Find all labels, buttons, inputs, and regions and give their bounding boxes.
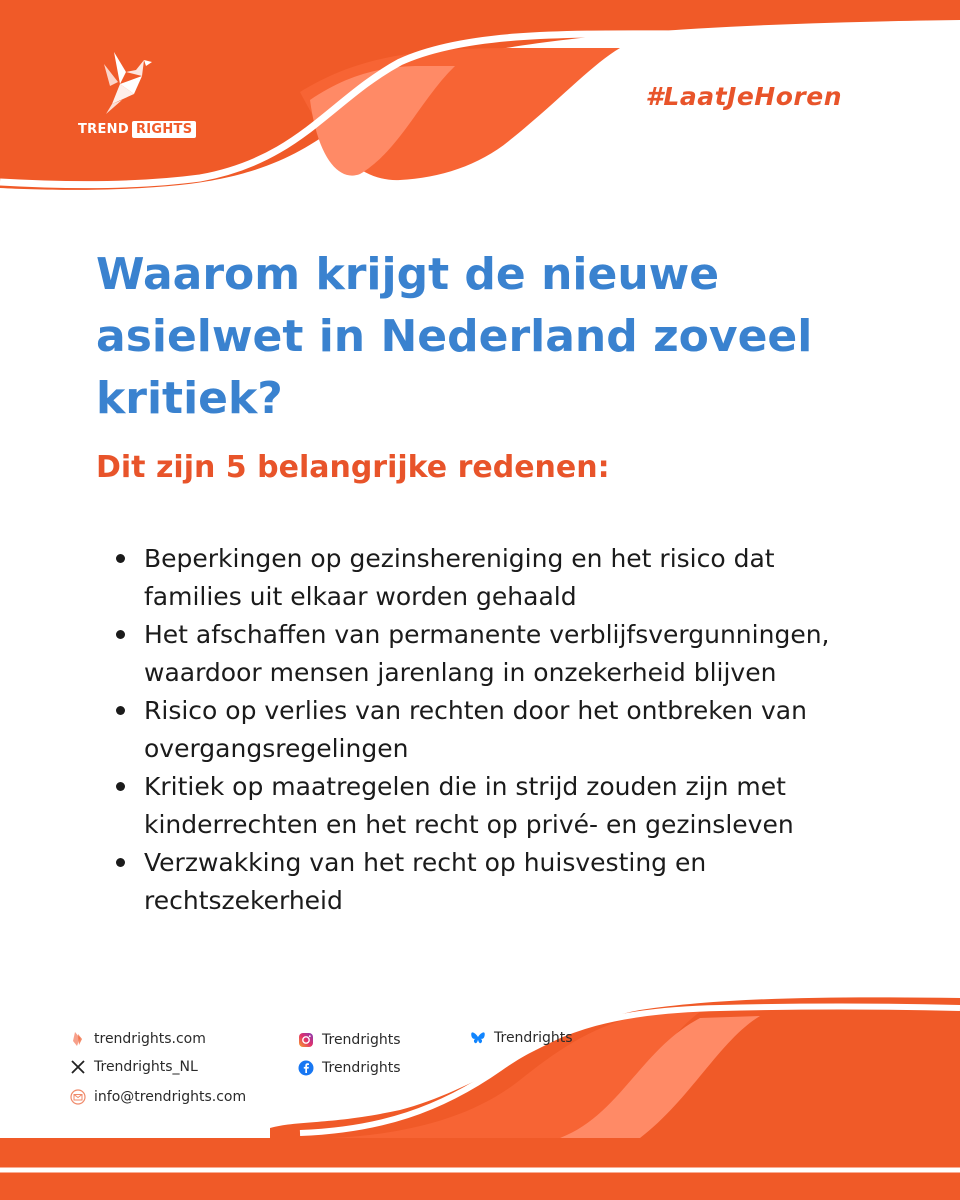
trendrights-logo: [78, 50, 193, 142]
bullet: [116, 706, 125, 715]
list-item: [114, 768, 874, 844]
trendrights-logo-icon: [70, 1031, 86, 1047]
bullet: [116, 782, 125, 791]
facebook-text: Trendrights: [322, 1060, 401, 1076]
reasons-list: [114, 540, 874, 920]
logo-word-rights: RIGHTS: [132, 121, 196, 138]
x-link[interactable]: [70, 1059, 198, 1075]
bullet: [116, 858, 125, 867]
x-icon: [70, 1059, 86, 1075]
bullet: [116, 554, 125, 563]
email-link[interactable]: [70, 1089, 246, 1105]
email-text: info@trendrights.com: [94, 1089, 247, 1105]
mail-icon: [70, 1089, 86, 1105]
list-item: [114, 616, 874, 692]
reason-text: Verzwakking van het recht op huisvesting en rechtszekerheid: [144, 848, 707, 915]
x-handle-text: Trendrights_NL: [94, 1059, 198, 1075]
instagram-text: Trendrights: [322, 1032, 401, 1048]
facebook-icon: [298, 1060, 314, 1076]
hashtag: #LaatJeHoren: [645, 82, 842, 111]
title-line-1: Waarom krijgt de nieuwe: [96, 249, 720, 300]
reason-text: Beperkingen op gezinshereniging en het risico dat families uit elkaar worden gehaald: [144, 544, 775, 611]
reason-text: Kritiek op maatregelen die in strijd zouden zijn met kinderrechten en het recht op privé- en gezinsleven: [144, 772, 794, 839]
logo-wordmark: [78, 118, 196, 140]
instagram-link[interactable]: [298, 1032, 401, 1048]
bullet: [116, 630, 125, 639]
website-link[interactable]: [70, 1031, 206, 1047]
page-subtitle: Dit zijn 5 belangrijke redenen:: [96, 450, 610, 485]
title-line-3: kritiek?: [96, 373, 283, 424]
bluesky-icon: [470, 1030, 486, 1046]
list-item: [114, 692, 874, 768]
website-text: trendrights.com: [94, 1031, 206, 1047]
bluesky-link[interactable]: [470, 1030, 573, 1046]
instagram-icon: [298, 1032, 314, 1048]
page-title: [96, 244, 896, 430]
facebook-link[interactable]: [298, 1060, 401, 1076]
list-item: [114, 844, 874, 920]
list-item: [114, 540, 874, 616]
bluesky-text: Trendrights: [494, 1030, 573, 1046]
reason-text: Risico op verlies van rechten door het ontbreken van overgangsregelingen: [144, 696, 807, 763]
logo-word-trend: TREND: [78, 121, 129, 137]
title-line-2: asielwet in Nederland zoveel: [96, 311, 813, 362]
bird-logo-icon: [92, 50, 158, 116]
reason-text: Het afschaffen van permanente verblijfsvergunningen, waardoor mensen jarenlang in onzekerheid blijven: [144, 620, 830, 687]
